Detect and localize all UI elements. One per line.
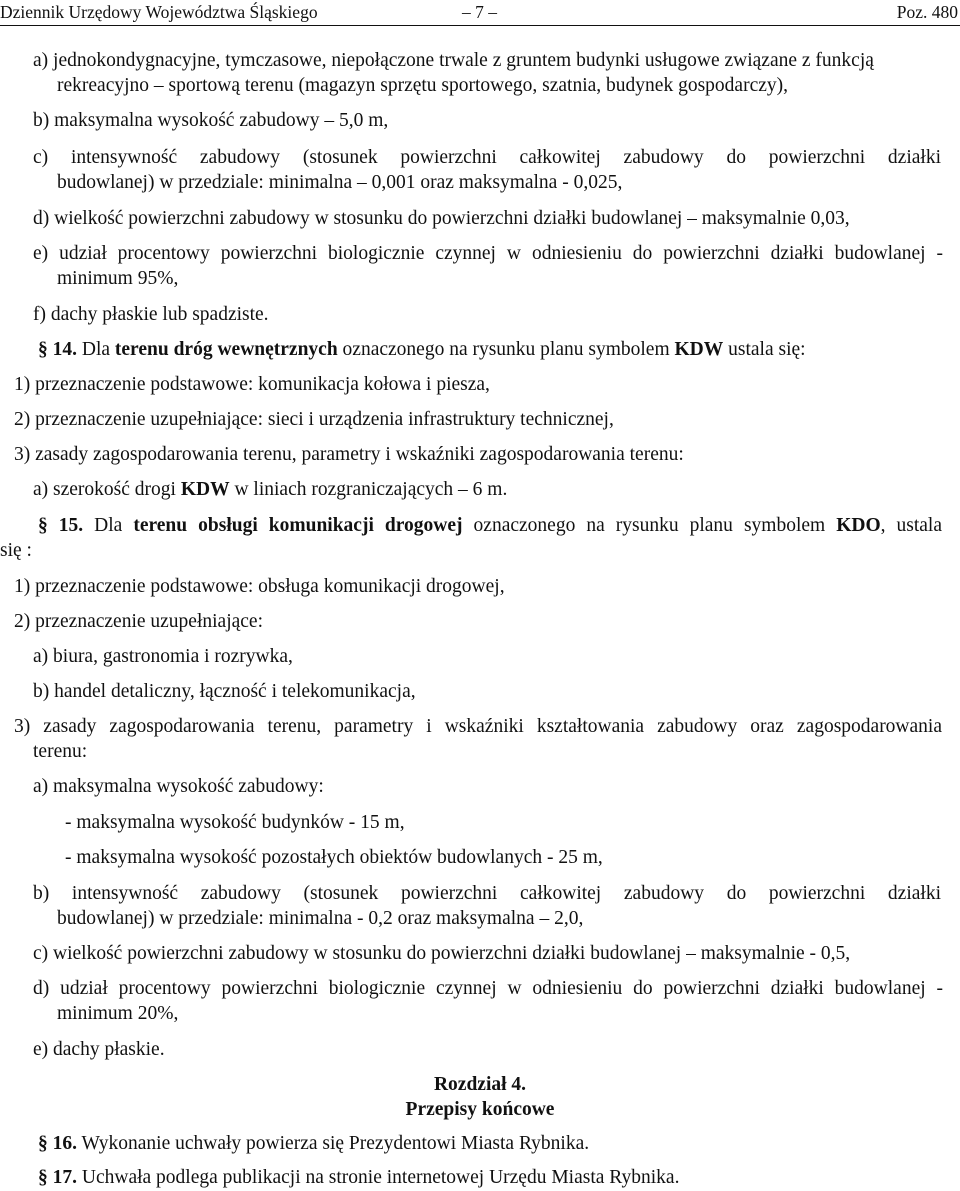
- paragraph-line: 1) przeznaczenie podstawowe: komunikacja kołowa i piesza,: [14, 374, 490, 395]
- paragraph-line: b) intensywność zabudowy (stosunek powierzchni całkowitej zabudowy do powierzchni działki: [33, 883, 941, 904]
- section-number: § 16.: [38, 1133, 77, 1154]
- paragraph-line: minimum 95%,: [57, 268, 179, 289]
- paragraph-line: a) szerokość drogi KDW w liniach rozgraniczających – 6 m.: [33, 479, 508, 500]
- paragraph-line: 3) zasady zagospodarowania terenu, parametry i wskaźniki zagospodarowania terenu:: [14, 444, 684, 465]
- paragraph-line: d) udział procentowy powierzchni biologicznie czynnej w odniesieniu do powierzchni działki budowlanej -: [33, 978, 943, 999]
- paragraph-line: się :: [0, 540, 32, 561]
- paragraph-line: 2) przeznaczenie uzupełniające: sieci i urządzenia infrastruktury technicznej,: [14, 409, 614, 430]
- paragraph-line: terenu:: [33, 741, 88, 762]
- paragraph-line: minimum 20%,: [57, 1003, 179, 1024]
- paragraph-line: 2) przeznaczenie uzupełniające:: [14, 611, 263, 632]
- paragraph-line: budowlanej) w przedziale: minimalna – 0,001 oraz maksymalna - 0,025,: [57, 172, 623, 193]
- paragraph-line: e) dachy płaskie.: [33, 1039, 165, 1060]
- paragraph-line: c) wielkość powierzchni zabudowy w stosunku do powierzchni działki budowlanej – maksymalnie - 0,5,: [33, 943, 851, 964]
- paragraph-line: budowlanej) w przedziale: minimalna - 0,2 oraz maksymalna – 2,0,: [57, 908, 584, 929]
- paragraph-line: - maksymalna wysokość budynków - 15 m,: [65, 812, 405, 833]
- paragraph-line: - maksymalna wysokość pozostałych obiektów budowlanych - 25 m,: [65, 847, 603, 868]
- section-15: § 15. Dla terenu obsługi komunikacji drogowej oznaczonego na rysunku planu symbolem KDO, ustala: [38, 515, 942, 536]
- section-14: § 14. Dla terenu dróg wewnętrznych oznaczonego na rysunku planu symbolem KDW ustala się:: [38, 339, 806, 360]
- chapter-heading: Rozdział 4.: [433, 1074, 527, 1095]
- section-number: § 14.: [38, 339, 77, 360]
- paragraph-line: c) intensywność zabudowy (stosunek powierzchni całkowitej zabudowy do powierzchni działki: [33, 147, 941, 168]
- section-16: § 16. Wykonanie uchwały powierza się Prezydentowi Miasta Rybnika.: [38, 1133, 590, 1154]
- section-17: § 17. Uchwała podlega publikacji na stronie internetowej Urzędu Miasta Rybnika.: [38, 1167, 680, 1188]
- position-number: Poz. 480: [896, 2, 958, 22]
- paragraph-line: b) handel detaliczny, łączność i telekomunikacja,: [33, 681, 416, 702]
- paragraph-line: 3) zasady zagospodarowania terenu, parametry i wskaźniki kształtowania zabudowy oraz zagospodarowania: [14, 716, 942, 737]
- page-header: [0, 0, 960, 26]
- chapter-title: Przepisy końcowe: [405, 1099, 555, 1120]
- page-number: – 7 –: [462, 2, 497, 22]
- journal-title: Dziennik Urzędowy Województwa Śląskiego: [0, 2, 318, 22]
- paragraph-line: a) jednokondygnacyjne, tymczasowe, niepołączone trwale z gruntem budynki usługowe związane z funkcją: [33, 50, 874, 71]
- paragraph-line: d) wielkość powierzchni zabudowy w stosunku do powierzchni działki budowlanej – maksymalnie 0,03,: [33, 208, 850, 229]
- paragraph-line: b) maksymalna wysokość zabudowy – 5,0 m,: [33, 110, 389, 131]
- paragraph-line: a) biura, gastronomia i rozrywka,: [33, 646, 293, 667]
- paragraph-line: f) dachy płaskie lub spadziste.: [33, 304, 269, 325]
- paragraph-line: 1) przeznaczenie podstawowe: obsługa komunikacji drogowej,: [14, 576, 505, 597]
- paragraph-line: e) udział procentowy powierzchni biologicznie czynnej w odniesieniu do powierzchni działki budowlanej -: [33, 243, 943, 264]
- section-number: § 15.: [38, 515, 84, 536]
- section-number: § 17.: [38, 1167, 77, 1188]
- paragraph-line: a) maksymalna wysokość zabudowy:: [33, 776, 324, 797]
- paragraph-line: rekreacyjno – sportową terenu (magazyn sprzętu sportowego, szatnia, budynek gospodarczy),: [57, 75, 788, 96]
